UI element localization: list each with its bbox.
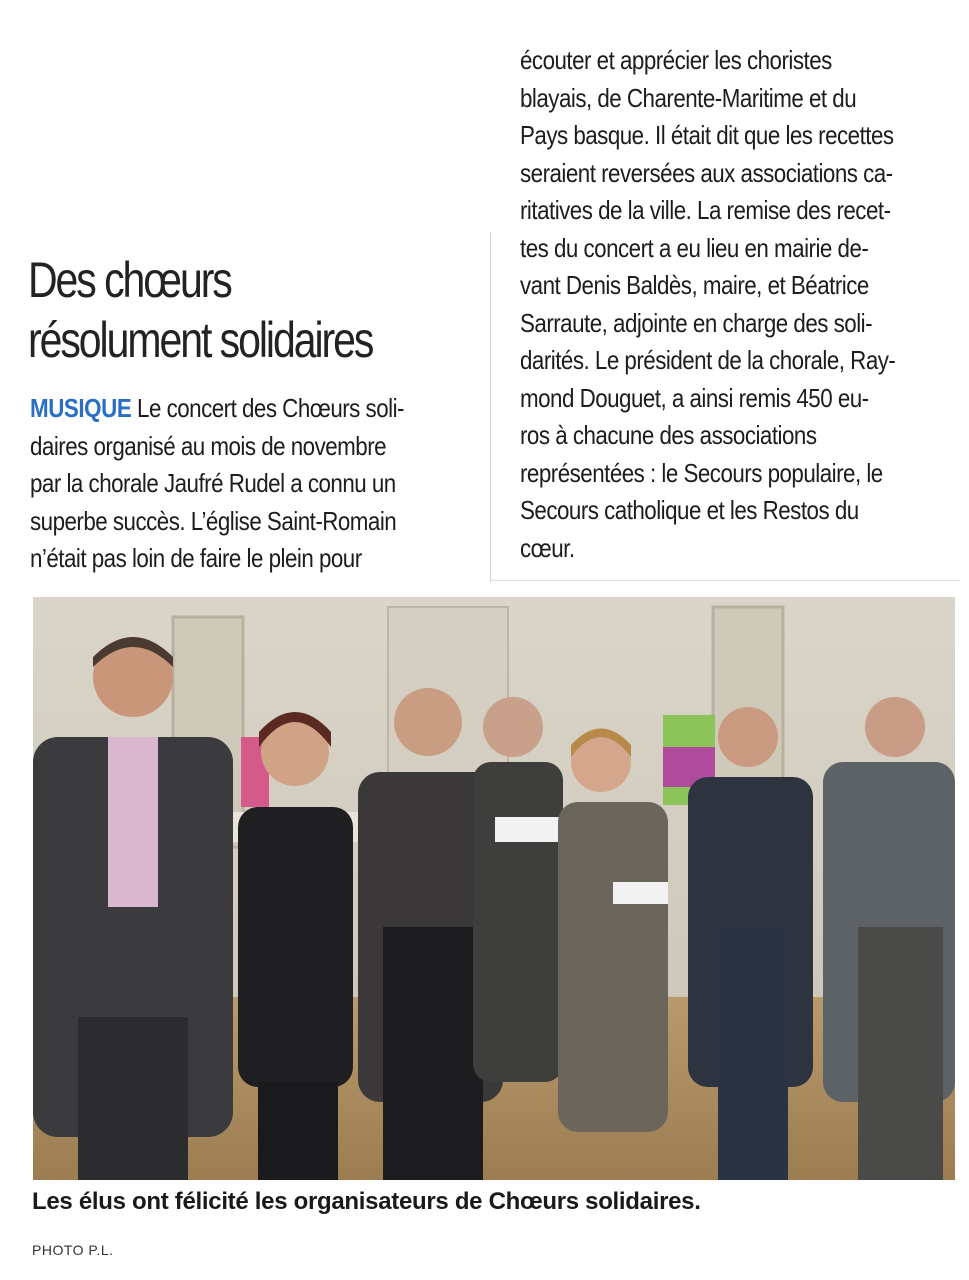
right-line-7: vant Denis Baldès, maire, et Béatrice xyxy=(520,270,869,300)
right-line-8: Sarraute, adjointe en charge des soli- xyxy=(520,307,873,338)
left-column xyxy=(30,390,490,578)
right-column xyxy=(520,42,960,567)
column-bottom-divider xyxy=(490,580,960,581)
article-headline xyxy=(28,250,389,370)
headline-line-1: Des chœurs xyxy=(28,252,231,308)
right-line-10: mond Douguet, a ainsi remis 450 eu- xyxy=(520,382,869,413)
right-line-4: seraient reversées aux associations ca- xyxy=(520,157,893,188)
left-line-4: superbe succès. L’église Saint-Romain xyxy=(30,505,397,536)
photo-illustration xyxy=(33,597,955,1180)
right-line-3: Pays basque. Il était dit que les recettes xyxy=(520,120,894,150)
right-line-12: représentées : le Secours populaire, le xyxy=(520,457,883,488)
left-line-3: par la chorale Jaufré Rudel a connu un xyxy=(30,468,396,498)
right-line-2: blayais, de Charente-Maritime et du xyxy=(520,82,857,113)
right-line-6: tes du concert a eu lieu en mairie de- xyxy=(520,232,869,263)
left-line-5: n’était pas loin de faire le plein pour xyxy=(30,543,362,573)
section-kicker: MUSIQUE xyxy=(30,393,132,423)
group-photo xyxy=(33,597,955,1180)
right-line-1: écouter et apprécier les choristes xyxy=(520,45,832,75)
right-line-11: ros à chacune des associations xyxy=(520,420,817,450)
column-divider xyxy=(490,232,491,582)
headline-line-2: résolument solidaires xyxy=(28,312,373,368)
right-line-5: ritatives de la ville. La remise des recet- xyxy=(520,195,891,225)
right-line-14: cœur. xyxy=(520,532,575,563)
left-line-2: daires organisé au mois de novembre xyxy=(30,430,387,461)
right-line-13: Secours catholique et les Restos du xyxy=(520,495,859,525)
photo-caption: Les élus ont félicité les organisateurs de Chœurs solidaires. xyxy=(32,1188,701,1215)
right-line-9: darités. Le président de la chorale, Ray- xyxy=(520,345,896,375)
left-line-1: MUSIQUE Le concert des Chœurs soli- xyxy=(30,393,404,423)
photo-credit: PHOTO P.L. xyxy=(32,1242,114,1258)
